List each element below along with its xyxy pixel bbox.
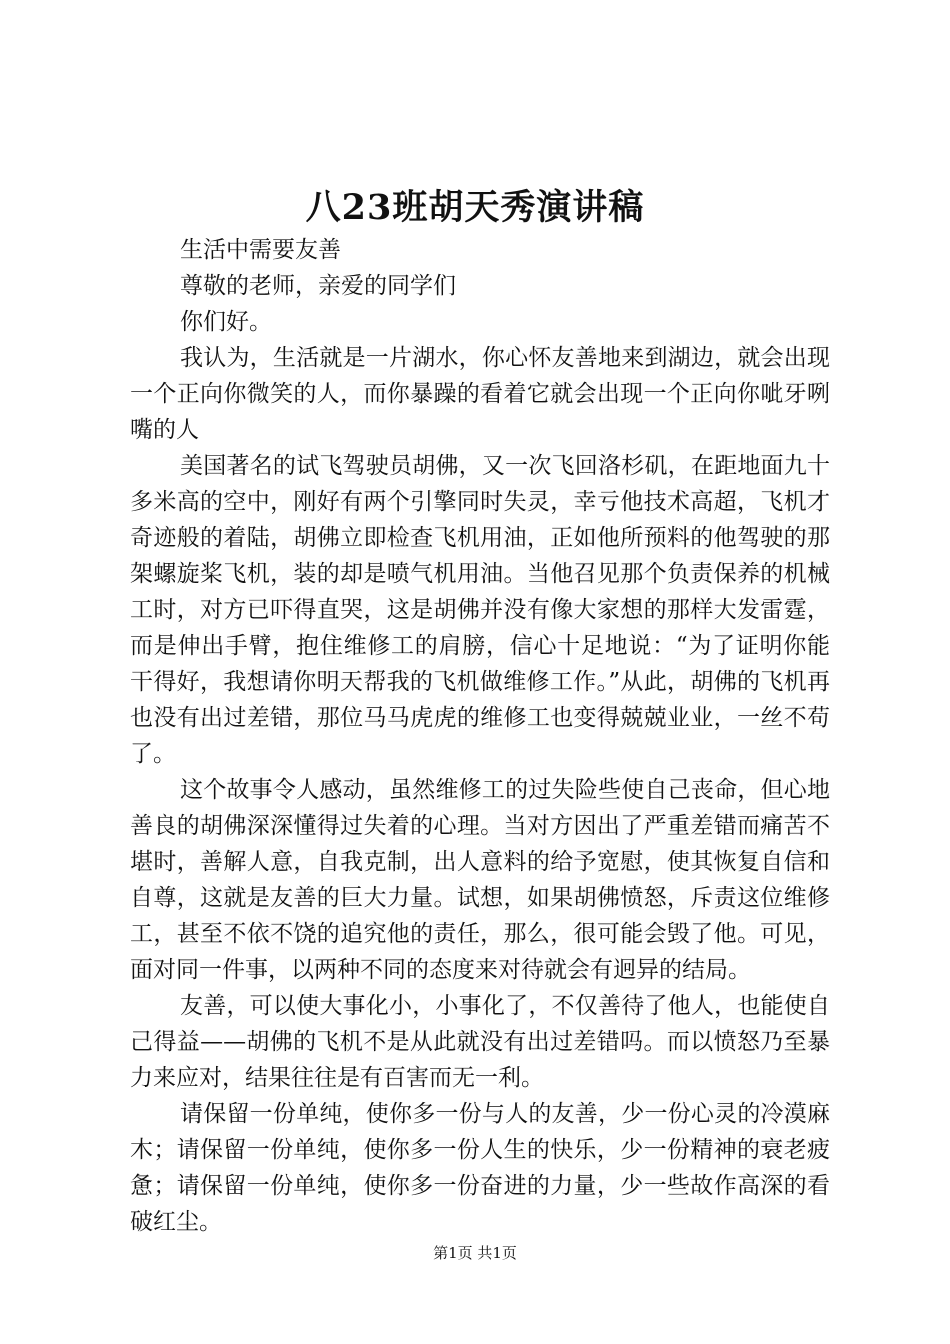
paragraph-body: 美国著名的试飞驾驶员胡佛，又一次飞回洛杉矶，在距地面九十多米高的空中，刚好有两个引擎同时失灵，幸亏他技术高超，飞机才奇迹般的着陆，胡佛立即检查飞机用油，正如他所预料的他驾驶的那架螺旋桨飞机，装的却是喷气机用油。当他召见那个负责保养的机械工时，对方已吓得直哭，这是胡佛并没有像大家想的那样大发雷霆，而是伸出手臂，抱住维修工的肩膀，信心十足地说：“为了证明你能干得好，我想请你明天帮我的飞机做维修工作。”从此，胡佛的飞机再也没有出过差错，那位马马虎虎的维修工也变得兢兢业业，一丝不苟了。 [130,453,830,767]
paragraph-greeting: 你们好。 [180,309,272,335]
document-body [130,232,830,1240]
page-number-footer: 第1页 共1页 [433,1244,517,1262]
paragraph-body: 请保留一份单纯，使你多一份与人的友善，少一份心灵的冷漠麻木；请保留一份单纯，使你多一份人生的快乐，少一份精神的衰老疲惫；请保留一份单纯，使你多一份奋进的力量，少一些故作高深的看破红尘。 [130,1101,830,1235]
paragraph-heading: 生活中需要友善 [180,237,341,263]
paragraph-body: 我认为，生活就是一片湖水，你心怀友善地来到湖边，就会出现一个正向你微笑的人，而你暴躁的看着它就会出现一个正向你呲牙咧嘴的人 [130,345,830,443]
paragraph-body: 友善，可以使大事化小，小事化了，不仅善待了他人，也能使自己得益——胡佛的飞机不是从此就没有出过差错吗。而以愤怒乃至暴力来应对，结果往往是有百害而无一利。 [130,993,830,1091]
paragraph-body: 这个故事令人感动，虽然维修工的过失险些使自己丧命，但心地善良的胡佛深深懂得过失着的心理。当对方因出了严重差错而痛苦不堪时，善解人意，自我克制，出人意料的给予宽慰，使其恢复自信和自尊，这就是友善的巨大力量。试想，如果胡佛愤怒，斥责这位维修工，甚至不依不饶的追究他的责任，那么，很可能会毁了他。可见，面对同一件事，以两种不同的态度来对待就会有迥异的结局。 [130,777,830,983]
paragraph-salutation: 尊敬的老师，亲爱的同学们 [180,273,456,299]
document-title: 八23班胡天秀演讲稿 [305,187,645,228]
